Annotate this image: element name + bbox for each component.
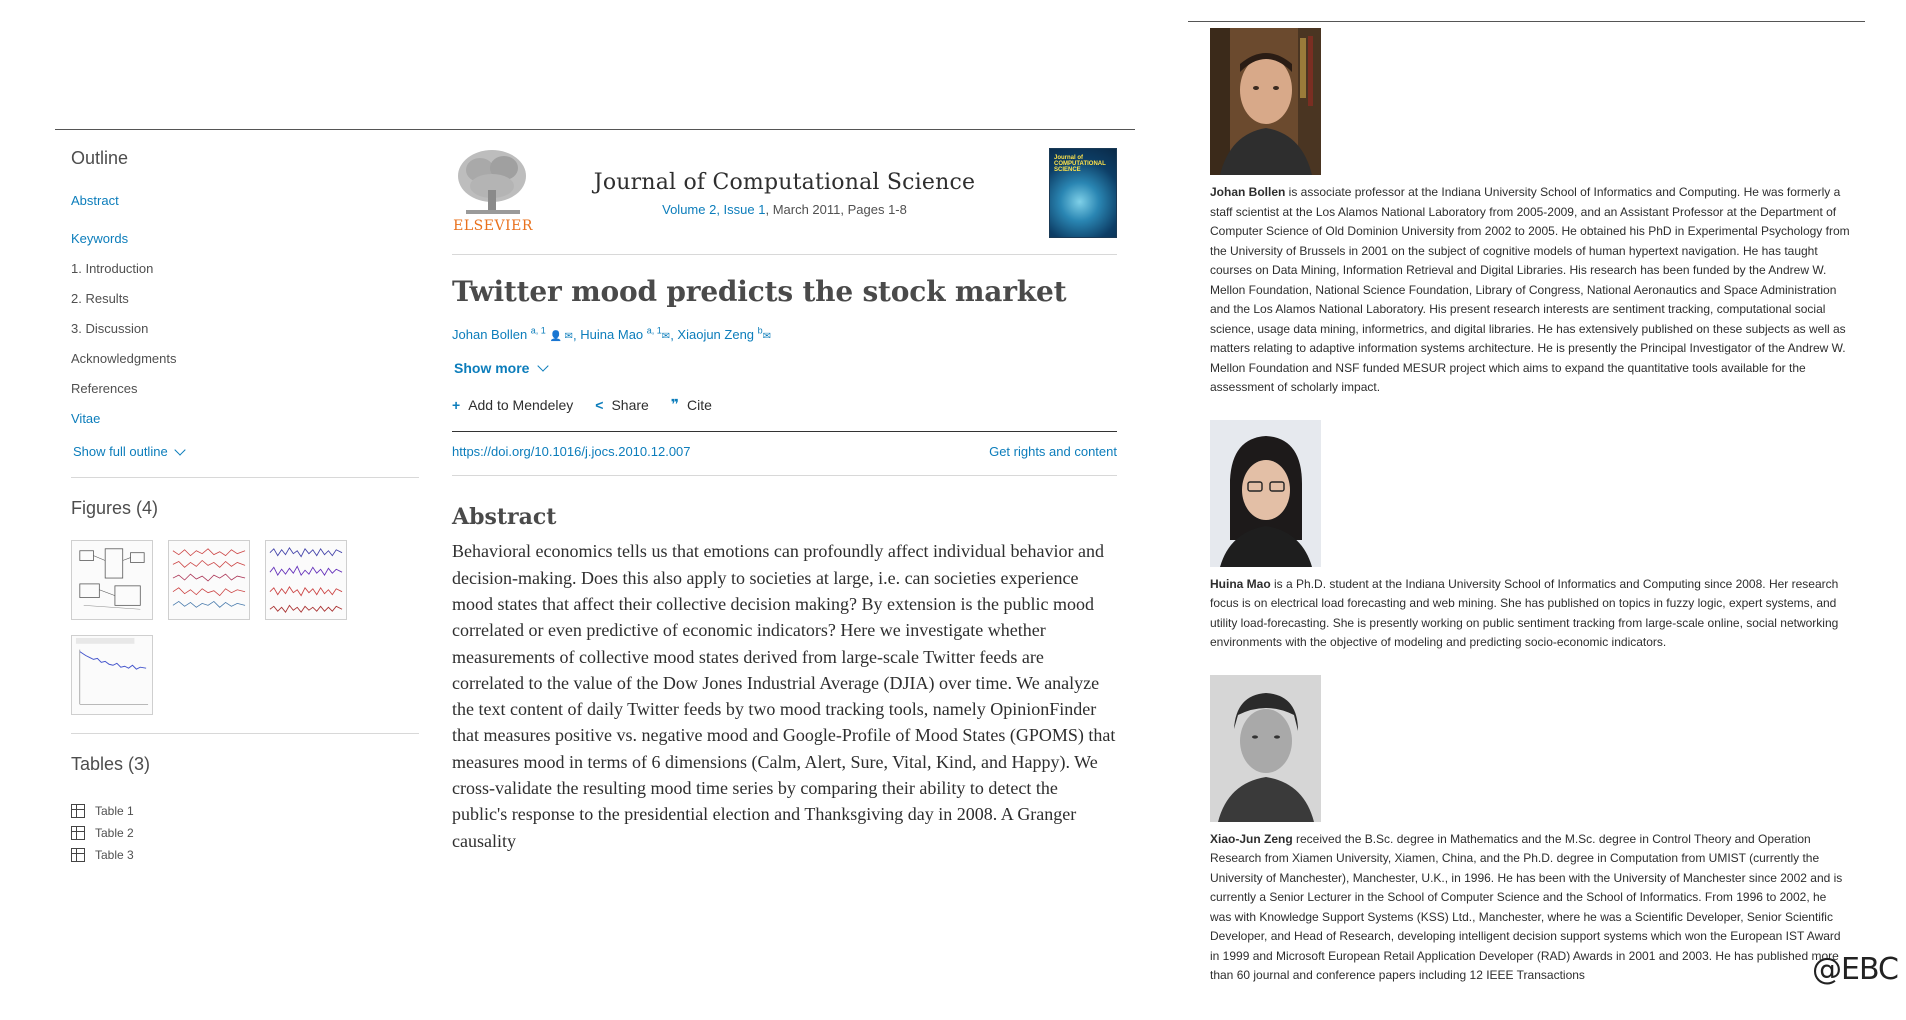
outline-item-acknowledgments[interactable]: Acknowledgments (71, 351, 177, 366)
outline-item-abstract[interactable]: Abstract (71, 193, 119, 208)
person-mail-icon: 👤 ✉ (549, 331, 574, 343)
cite-label: Cite (687, 396, 712, 413)
figure-thumbnail-4[interactable] (71, 635, 153, 715)
outline-item-introduction[interactable]: 1. Introduction (71, 261, 154, 276)
outline-item-results[interactable]: 2. Results (71, 291, 129, 306)
show-full-outline-button[interactable] (73, 444, 421, 459)
author-link-zeng[interactable] (677, 327, 771, 342)
watermark: @EBC (1812, 952, 1898, 987)
share-button[interactable] (595, 397, 649, 413)
vita-name: Johan Bollen (1210, 185, 1286, 199)
mail-icon: ✉ (661, 331, 671, 343)
vita-bio: received the B.Sc. degree in Mathematics and the M.Sc. degree in Control Theory and Operation Research from Xiamen University, Xiamen, China, and the Ph.D. degree in Computation from UMIST (currently the University of Manchester), Manchester, U.K., in 1996. He has been with the University of Manchester since 2002 and is currently a Senior Lecturer in the School of Computer Science and the School of Informatics. From 1996 to 2002, he was with Knowledge Support Systems (KSS) Ltd., Manchester, where he was a Scientific Developer, Senior Scientific Developer, and Head of Research, developing intelligent decision support systems which won the European IST Award in 1999 and Microsoft European Retail Application Developer (RAD) Awards in 2001 and 2003. He has published more than 60 journal and conference papers including 12 IEEE Transactions (1210, 831, 1843, 982)
chevron-down-icon (174, 444, 185, 455)
outline-heading: Outline (71, 148, 129, 168)
journal-meta (452, 202, 1117, 217)
article-title: Twitter mood predicts the stock market (452, 275, 1067, 308)
top-right-divider (1188, 21, 1865, 22)
figure-thumbnail-2[interactable] (168, 540, 250, 620)
show-more-button[interactable] (454, 360, 1117, 376)
actions-divider (452, 431, 1117, 432)
date-pages: , March 2011, Pages 1-8 (765, 202, 907, 217)
vita-bio: is a Ph.D. student at the Indiana University School of Informatics and Computing since 2008. Her research focus is on electrical load forecasting and web mining. She has published on topics in fuzzy logic, expert systems, and utility load-forecasting. She is presently working on public sentiment tracking from large-scale online, social networking environments with the objective of modeling and predicting socio-economic indicators. (1210, 576, 1839, 649)
show-full-outline-label: Show full outline (73, 444, 168, 459)
top-left-divider (55, 129, 1135, 130)
table-link-label: Table 3 (95, 848, 134, 862)
table-link-3[interactable] (71, 844, 421, 866)
doi-row (452, 444, 1117, 459)
publisher-name: ELSEVIER (453, 218, 533, 234)
plus-icon: + (452, 396, 461, 413)
author-name: Huina Mao (580, 327, 644, 343)
vita-text (1210, 575, 1850, 653)
author-link-mao[interactable] (580, 327, 670, 342)
author-photo-mao (1210, 420, 1321, 567)
article-actions (452, 396, 1117, 413)
abstract-heading: Abstract (452, 504, 557, 531)
outline-item-discussion[interactable]: 3. Discussion (71, 321, 149, 336)
add-to-mendeley-label: Add to Mendeley (468, 396, 574, 413)
sidebar (71, 148, 421, 866)
quote-icon: ❞ (670, 396, 680, 413)
author-affiliation: a, 1 (646, 326, 662, 336)
table-icon (71, 848, 85, 862)
sidebar-divider-2 (71, 733, 419, 734)
share-icon: < (595, 396, 604, 413)
journal-header (452, 146, 1117, 240)
figure-thumbnails (71, 540, 421, 715)
vitae-section (1210, 28, 1850, 986)
vita-bio: is associate professor at the Indiana University School of Informatics and Computing. He was formerly a staff scientist at the Los Alamos National Laboratory from 2005-2009, and an Assistant Professor at the Department of Computer Science of Old Dominion University from 2002 to 2005. He obtained his PhD in Experimental Psychology from the University of Brussels in 2001 on the subject of cognitive models of human hypertext navigation. He has taught courses on Data Mining, Information Retrieval and Digital Libraries. His research has been funded by the Andrew W. Mellon Foundation, National Science Foundation, Library of Congress, National Aeronautics and Space Administration and the Los Alamos National Laboratory. His present research interests are sentiment tracking, computational social science, usage data mining, informetrics, and digital libraries. He has extensively published on these subjects as well as matters relating to adaptive information systems architecture. He is presently the Principal Investigator of the Andrew W. Mellon Foundation and NSF funded MESUR project which aims to expand the quantitative tools available for the assessment of scholarly impact. (1210, 185, 1850, 394)
header-divider (452, 254, 1117, 255)
outline-item-vitae[interactable]: Vitae (71, 411, 101, 426)
author-affiliation: a, 1 (530, 326, 546, 336)
table-link-label: Table 1 (95, 804, 134, 818)
tables-list (71, 800, 421, 866)
vita-mao (1210, 420, 1850, 653)
doi-link[interactable]: https://doi.org/10.1016/j.jocs.2010.12.007 (452, 444, 691, 460)
sidebar-divider (71, 477, 419, 478)
figure-thumbnail-3[interactable] (265, 540, 347, 620)
journal-cover-image[interactable] (1049, 148, 1117, 238)
table-icon (71, 826, 85, 840)
author-photo-zeng (1210, 675, 1321, 822)
vita-zeng (1210, 675, 1850, 986)
vita-text (1210, 830, 1850, 986)
author-photo-bollen (1210, 28, 1321, 175)
vita-bollen (1210, 28, 1850, 398)
abstract-text: Behavioral economics tells us that emotions can profoundly affect individual behavior and decision-making. Does this also apply to societies at large, i.e. can societies experience mood states that affect their collective decision making? By extension is the public mood correlated or even predictive of economic indicators? Here we investigate whether measurements of collective mood states derived from large-scale Twitter feeds are correlated to the value of the Dow Jones Industrial Average (DJIA) over time. We analyze the text content of daily Twitter feeds by two mood tracking tools, namely OpinionFinder that measures positive vs. negative mood and Google-Profile of Mood States (GPOMS) that measures mood in terms of 6 dimensions (Calm, Alert, Sure, Vital, Kind, and Happy). We cross-validate the resulting mood time series by comparing their ability to detect the public's response to the presidential election and Thanksgiving day in 2008. A Granger causality (452, 541, 1116, 851)
table-link-2[interactable] (71, 822, 421, 844)
table-link-label: Table 2 (95, 826, 134, 840)
outline-item-references[interactable]: References (71, 381, 138, 396)
author-name: Johan Bollen (452, 327, 528, 343)
vita-name: Xiao-Jun Zeng (1210, 831, 1293, 846)
add-to-mendeley-button[interactable] (452, 397, 573, 413)
mail-icon: ✉ (762, 331, 772, 343)
show-more-label: Show more (454, 360, 530, 377)
author-affiliation: b (757, 326, 763, 336)
volume-issue-link[interactable]: Volume 2, Issue 1 (662, 202, 766, 217)
author-name: Xiaojun Zeng (677, 327, 755, 343)
outline-item-keywords[interactable]: Keywords (71, 231, 129, 246)
figure-thumbnail-1[interactable] (71, 540, 153, 620)
table-icon (71, 804, 85, 818)
table-link-1[interactable] (71, 800, 421, 822)
cite-button[interactable] (671, 396, 712, 413)
article (452, 146, 1117, 854)
outline-list (71, 192, 421, 440)
tables-heading: Tables (3) (71, 754, 151, 774)
doi-divider (452, 475, 1117, 476)
author-link-bollen[interactable] (452, 327, 573, 342)
share-label: Share (611, 396, 649, 413)
journal-title[interactable]: Journal of Computational Science (593, 170, 976, 195)
author-list: Johan Bollen $^{a, 1}$ 👤 ✉, Huina Mao $^{a, 1}$✉, Xiaojun Zeng $^b$✉ (452, 326, 772, 343)
vita-text (1210, 183, 1850, 398)
figures-heading: Figures (4) (71, 498, 159, 518)
chevron-down-icon (538, 361, 549, 372)
vita-name: Huina Mao (1210, 576, 1271, 591)
rights-link[interactable]: Get rights and content (989, 444, 1117, 460)
cover-title: Journal of COMPUTATIONAL SCIENCE (1054, 155, 1106, 173)
